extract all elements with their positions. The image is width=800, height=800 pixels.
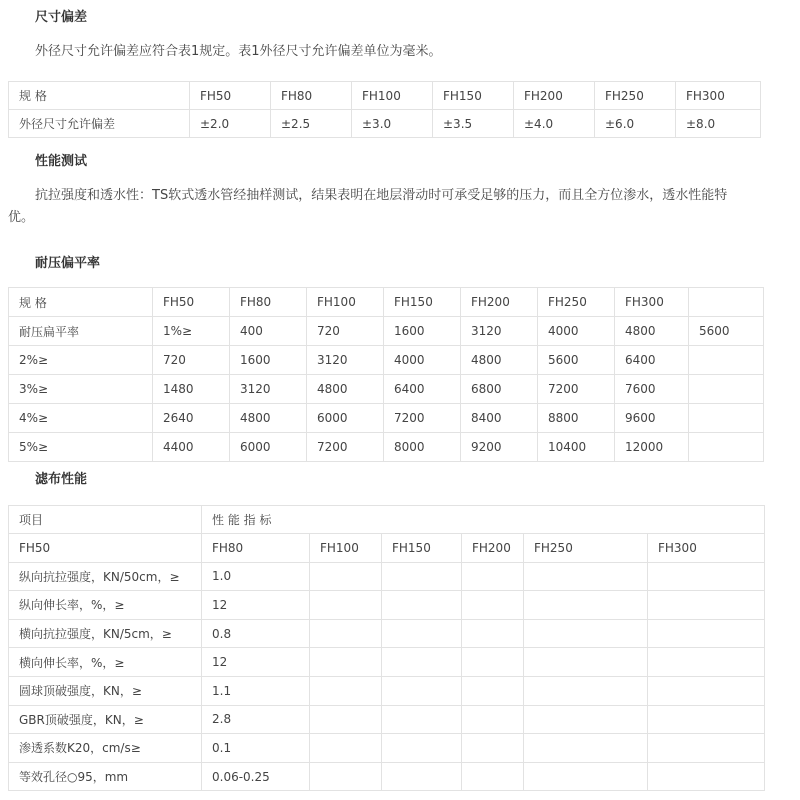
table-cell: ±3.0 <box>352 110 433 138</box>
table-cell: 1.1 <box>202 676 310 705</box>
table-row <box>9 676 765 705</box>
table-cell <box>524 591 648 620</box>
size-tolerance-table <box>8 81 761 138</box>
table-cell <box>648 562 765 591</box>
table-cell: FH80 <box>202 534 310 563</box>
table-cell: 等效孔径○95，mm <box>9 762 202 791</box>
table-row <box>9 591 765 620</box>
table-cell <box>524 676 648 705</box>
table-cell: FH250 <box>538 288 615 317</box>
table-row <box>9 619 765 648</box>
table-cell: 圆球顶破强度，KN，≥ <box>9 676 202 705</box>
table-cell <box>382 591 462 620</box>
table-row <box>9 346 764 375</box>
table-cell: FH300 <box>676 82 761 110</box>
table-cell: 2%≥ <box>9 346 153 375</box>
table-cell: 2640 <box>153 404 230 433</box>
table-row <box>9 562 765 591</box>
table-cell: 0.06-0.25 <box>202 762 310 791</box>
table-cell: 4800 <box>615 317 689 346</box>
table-cell: FH250 <box>595 82 676 110</box>
table-row <box>9 705 765 734</box>
table-cell <box>382 619 462 648</box>
section-heading-flatness: 耐压偏平率 <box>35 256 101 271</box>
table-cell: 8000 <box>384 433 461 462</box>
table-cell: 6400 <box>615 346 689 375</box>
table-cell: ±6.0 <box>595 110 676 138</box>
table-cell: 3120 <box>230 375 307 404</box>
table-cell <box>462 734 524 763</box>
table-cell: FH80 <box>271 82 352 110</box>
section-heading-size: 尺寸偏差 <box>35 10 88 25</box>
table-cell <box>310 734 382 763</box>
table-cell: 1%≥ <box>153 317 230 346</box>
table-cell <box>648 648 765 677</box>
table-cell <box>310 619 382 648</box>
table-cell: 0.8 <box>202 619 310 648</box>
performance-description-line2: 优。 <box>8 210 35 225</box>
table-cell: FH200 <box>514 82 595 110</box>
table-cell: 12 <box>202 648 310 677</box>
table-cell: 耐压扁平率 <box>9 317 153 346</box>
table-cell <box>310 648 382 677</box>
table-cell <box>648 591 765 620</box>
table-cell: 6800 <box>461 375 538 404</box>
table-cell: FH250 <box>524 534 648 563</box>
filter-table <box>8 505 765 791</box>
table-cell: ±4.0 <box>514 110 595 138</box>
table-cell <box>524 762 648 791</box>
table-cell: 12000 <box>615 433 689 462</box>
table-cell: 4000 <box>538 317 615 346</box>
table-row <box>9 82 761 110</box>
table-row <box>9 534 765 563</box>
performance-description-line1: 抗拉强度和透水性：TS软式透水管经抽样测试，结果表明在地层滑动时可承受足够的压力，而且全方位渗水，透水性能特 <box>35 188 728 203</box>
table-row <box>9 110 761 138</box>
table-cell: 8800 <box>538 404 615 433</box>
table-cell: 规 格 <box>9 82 190 110</box>
table-cell: 5%≥ <box>9 433 153 462</box>
table-cell <box>524 619 648 648</box>
table-cell <box>648 734 765 763</box>
table-header-cell: 项目 <box>9 506 202 534</box>
table-cell: FH150 <box>384 288 461 317</box>
table-cell: 6400 <box>384 375 461 404</box>
table-cell <box>310 676 382 705</box>
table-cell <box>462 648 524 677</box>
table-cell: ±3.5 <box>433 110 514 138</box>
table-cell: FH50 <box>9 534 202 563</box>
table-row <box>9 288 764 317</box>
table-cell: 7200 <box>384 404 461 433</box>
table-cell <box>689 288 764 317</box>
table-header-row <box>9 506 765 534</box>
table-cell <box>524 562 648 591</box>
table-cell <box>524 648 648 677</box>
table-cell: FH200 <box>462 534 524 563</box>
table-cell: 12 <box>202 591 310 620</box>
table-cell: ±2.5 <box>271 110 352 138</box>
table-cell <box>382 734 462 763</box>
table-cell: 纵向抗拉强度，KN/50cm，≥ <box>9 562 202 591</box>
table-cell <box>382 705 462 734</box>
table-row <box>9 317 764 346</box>
table-cell <box>462 562 524 591</box>
table-row <box>9 375 764 404</box>
table-cell: FH150 <box>382 534 462 563</box>
table-cell: GBR顶破强度，KN，≥ <box>9 705 202 734</box>
table-cell <box>524 734 648 763</box>
table-cell: 纵向伸长率，%，≥ <box>9 591 202 620</box>
table-cell <box>382 762 462 791</box>
table-cell <box>689 346 764 375</box>
table-cell: 2.8 <box>202 705 310 734</box>
table-cell: 10400 <box>538 433 615 462</box>
table-row <box>9 734 765 763</box>
table-cell: FH300 <box>615 288 689 317</box>
table-cell: 1.0 <box>202 562 310 591</box>
table-cell <box>648 705 765 734</box>
table-cell <box>462 619 524 648</box>
table-row <box>9 762 765 791</box>
table-cell <box>462 591 524 620</box>
table-cell: FH100 <box>307 288 384 317</box>
table-cell: 1480 <box>153 375 230 404</box>
table-cell: 外径尺寸允许偏差 <box>9 110 190 138</box>
table-cell: 400 <box>230 317 307 346</box>
table-cell: 720 <box>153 346 230 375</box>
table-cell: 3%≥ <box>9 375 153 404</box>
table-cell <box>689 375 764 404</box>
table-cell: 1600 <box>384 317 461 346</box>
table-cell: 横向抗拉强度，KN/5cm，≥ <box>9 619 202 648</box>
section-heading-filter: 滤布性能 <box>35 472 88 487</box>
table-row <box>9 404 764 433</box>
table-cell: FH200 <box>461 288 538 317</box>
table-cell <box>382 676 462 705</box>
table-cell: 4800 <box>307 375 384 404</box>
table-cell <box>310 591 382 620</box>
table-cell: 5600 <box>689 317 764 346</box>
table-cell: FH50 <box>190 82 271 110</box>
table-cell: 7600 <box>615 375 689 404</box>
table-cell: 渗透系数K20，cm/s≥ <box>9 734 202 763</box>
table-cell <box>648 762 765 791</box>
table-cell <box>648 619 765 648</box>
table-cell: 720 <box>307 317 384 346</box>
table-cell <box>648 676 765 705</box>
table-cell: 1600 <box>230 346 307 375</box>
table-cell <box>689 404 764 433</box>
table-cell <box>689 433 764 462</box>
table-row <box>9 648 765 677</box>
table-cell: 7200 <box>307 433 384 462</box>
table-cell: 7200 <box>538 375 615 404</box>
table-cell <box>462 762 524 791</box>
table-cell: 4400 <box>153 433 230 462</box>
table-cell: FH50 <box>153 288 230 317</box>
table-cell <box>310 762 382 791</box>
table-cell: 4%≥ <box>9 404 153 433</box>
table-row <box>9 433 764 462</box>
table-cell: 横向伸长率，%，≥ <box>9 648 202 677</box>
table-cell <box>382 562 462 591</box>
table-cell: 3120 <box>461 317 538 346</box>
table-cell <box>524 705 648 734</box>
section-heading-performance: 性能测试 <box>35 154 88 169</box>
table-cell <box>462 705 524 734</box>
table-cell: 4000 <box>384 346 461 375</box>
table-cell: 6000 <box>230 433 307 462</box>
table-cell: 5600 <box>538 346 615 375</box>
table-cell: 规 格 <box>9 288 153 317</box>
table-cell <box>310 705 382 734</box>
table-cell: ±2.0 <box>190 110 271 138</box>
table-cell <box>462 676 524 705</box>
table-cell: 4800 <box>461 346 538 375</box>
table-cell: FH80 <box>230 288 307 317</box>
table-cell: FH100 <box>352 82 433 110</box>
table-cell: 4800 <box>230 404 307 433</box>
table-header-cell: 性 能 指 标 <box>202 506 765 534</box>
table-cell: FH100 <box>310 534 382 563</box>
table-cell: 6000 <box>307 404 384 433</box>
table-cell: FH300 <box>648 534 765 563</box>
size-description: 外径尺寸允许偏差应符合表1规定。表1外径尺寸允许偏差单位为毫米。 <box>35 44 442 59</box>
table-cell <box>382 648 462 677</box>
table-cell: 0.1 <box>202 734 310 763</box>
flatness-table <box>8 287 764 462</box>
table-cell: FH150 <box>433 82 514 110</box>
table-cell: 3120 <box>307 346 384 375</box>
table-cell: 8400 <box>461 404 538 433</box>
table-cell <box>310 562 382 591</box>
table-cell: ±8.0 <box>676 110 761 138</box>
table-cell: 9600 <box>615 404 689 433</box>
table-cell: 9200 <box>461 433 538 462</box>
